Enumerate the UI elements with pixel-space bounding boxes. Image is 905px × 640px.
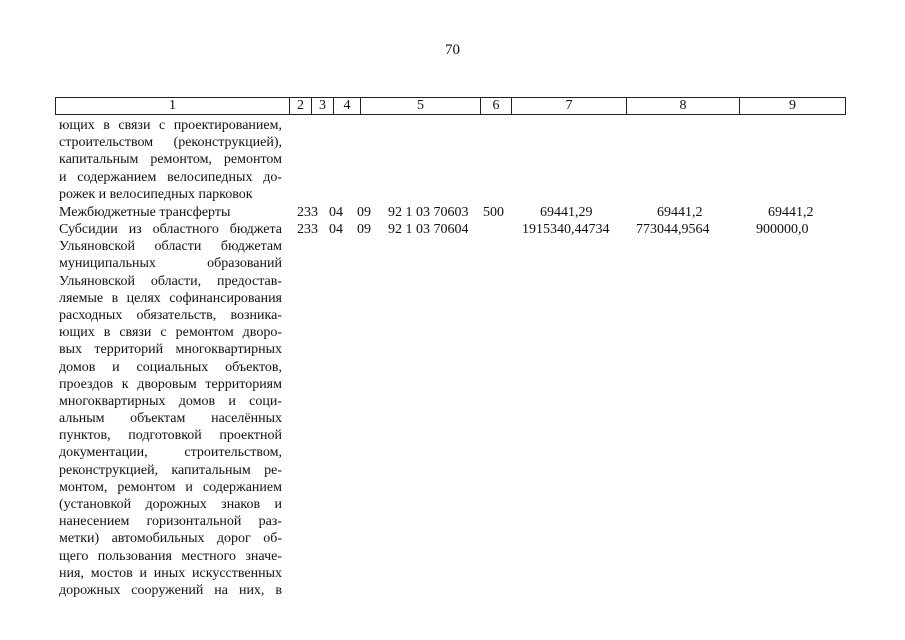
row-name-line: реконструкцией, капитальным ре- [59,462,282,478]
header-col-5: 5 [361,98,481,114]
row-name-line: нанесением горизонтальной раз- [59,514,282,530]
row-name-line: Субсидии из областного бюджета [59,222,282,237]
continuation-line: рожек и велосипедных парковок [59,186,253,202]
row-value-8: 773044,9564 [636,222,710,237]
row-name-line: домов и социальных объектов, [59,359,282,375]
row-code-5: 92 1 03 70603 [388,205,469,220]
row-code-2: 233 [297,222,318,237]
row-code-5: 92 1 03 70604 [388,222,469,237]
row-name-line: документации, строительством, [59,445,282,461]
row-code-4: 09 [357,222,371,237]
row-name-line: проездов к дворовым территориям [59,376,282,392]
header-col-6: 6 [481,98,512,114]
row-value-9: 69441,2 [768,205,814,220]
header-col-4: 4 [334,98,361,114]
row-code-6: 500 [483,205,504,220]
page-number: 70 [445,42,460,58]
header-col-9: 9 [789,98,796,113]
row-name-line: ющих в связи с ремонтом дворо- [59,325,282,341]
row-value-7: 69441,29 [540,205,593,220]
continuation-line: строительством (реконструкцией), [59,135,282,151]
row-name: Межбюджетные трансферты [59,205,231,220]
row-value-7: 1915340,44734 [522,222,610,237]
row-name-line: монтом, ремонтом и содержанием [59,479,282,495]
header-col-8: 8 [627,98,740,114]
row-name-line: метки) автомобильных дорог об- [59,531,282,547]
row-name-line: щего пользования местного значе- [59,548,282,564]
row-name-line: ляемые в целях софинансирования [59,290,282,306]
row-name-line: альным объектам населённых [59,411,282,427]
row-code-3: 04 [329,222,343,237]
row-name-line: пунктов, подготовкой проектной [59,428,282,444]
row-name-line: многоквартирных домов и соци- [59,393,282,409]
table-header-row [55,97,846,115]
row-name-line: (установкой дорожных знаков и [59,497,282,512]
continuation-line: и содержанием велосипедных до- [59,169,282,185]
header-col-1: 1 [56,98,290,114]
row-value-9: 900000,0 [756,222,809,237]
row-name-line: расходных обязательств, возника- [59,307,282,323]
row-code-3: 04 [329,205,343,220]
row-name-line: Ульяновской области, предостав- [59,273,282,289]
row-code-4: 09 [357,205,371,220]
row-value-8: 69441,2 [657,205,703,220]
row-name-line: Ульяновской области бюджетам [59,239,282,255]
row-name [59,221,282,599]
header-col-2: 2 [290,98,312,114]
row-name-line: вых территорий многоквартирных [59,342,282,358]
continuation-text [59,117,282,203]
row-name-line: муниципальных образований [59,256,282,272]
row-code-2: 233 [297,205,318,220]
continuation-line: капитальным ремонтом, ремонтом [59,152,282,168]
row-name-line: дорожных сооружений на них, в [59,582,282,598]
header-col-7: 7 [512,98,627,114]
continuation-line: ющих в связи с проектированием, [59,118,282,133]
row-name-line: ния, мостов и иных искусственных [59,565,282,581]
header-col-3: 3 [312,98,334,114]
